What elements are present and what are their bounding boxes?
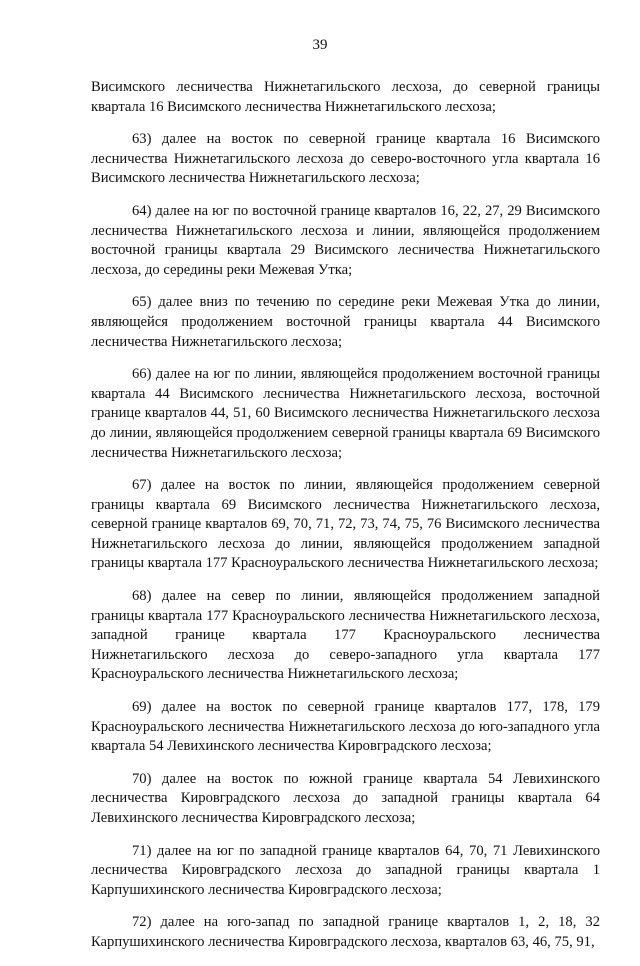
paragraph-item-64: 64) далее на юг по восточной границе кварталов 16, 22, 27, 29 Висимского лесничества Нижнетагильского лесхоза и линии, являющейся продолжением восточной границы квартала 29 Висимского лесничества Нижнетагильского лесхоза, до середины реки Межевая Утка; <box>91 202 600 278</box>
page-number: 39 <box>312 37 328 53</box>
paragraph-item-71: 71) далее на юг по западной границе кварталов 64, 70, 71 Левихинского лесничества Кировградского лесхоза до западной границы квартала 1 Карпушихинского лесничества Кировградского лесхоза; <box>91 842 600 898</box>
paragraph-item-69: 69) далее на восток по северной границе кварталов 177, 178, 179 Красноуральского лесничества Нижнетагильского лесхоза до юго-западного угла квартала 54 Левихинского лесничества Кировградского лесхоза; <box>91 699 600 755</box>
paragraph-item-67: 67) далее на восток по линии, являющейся продолжением северной границы квартала 69 Висимского лесничества Нижнетагильского лесхоза, северной границе кварталов 69, 70, 71, 72, 73, 74, 75, 76 Висимского лесничества Нижнетагильского лесхоза до линии, являющейся продолжением западной границы квартала 177 Красноуральского лесничества Нижнетагильского лесхоза; <box>91 477 600 572</box>
paragraph-item-68: 68) далее на север по линии, являющейся продолжением западной границы квартала 177 Красноуральского лесничества Нижнетагильского лесхоза, западной границе квартала 177 Красноуральского лесничества Нижнетагильского лесхоза до северо-западного угла квартала 177 Красноуральского лесничества Нижнетагильского лесхоза; <box>91 588 600 683</box>
document-body <box>91 78 600 966</box>
paragraph-item-65: 65) далее вниз по течению по середине реки Межевая Утка до линии, являющейся продолжением восточной границы квартала 44 Висимского лесничества Нижнетагильского лесхоза; <box>91 294 600 350</box>
paragraph-item-70: 70) далее на восток по южной границе квартала 54 Левихинского лесничества Кировградского лесхоза до западной границы квартала 64 Левихинского лесничества Кировградского лесхоза; <box>91 770 600 826</box>
paragraph-item-66: 66) далее на юг по линии, являющейся продолжением восточной границы квартала 44 Висимского лесничества Нижнетагильского лесхоза, восточной границе кварталов 44, 51, 60 Висимского лесничества Нижнетагильского лесхоза до линии, являющейся продолжением северной границы квартала 69 Висимского лесничества Нижнетагильского лесхоза; <box>91 366 600 461</box>
paragraph-item-72: 72) далее на юго-запад по западной границе кварталов 1, 2, 18, 32 Карпушихинского лесничества Кировградского лесхоза, кварталов 63, 46, 75, 91, <box>91 914 600 950</box>
paragraph-item-63: 63) далее на восток по северной границе квартала 16 Висимского лесничества Нижнетагильского лесхоза до северо-восточного угла квартала 16 Висимского лесничества Нижнетагильского лесхоза; <box>91 131 600 187</box>
paragraph-continuation: Висимского лесничества Нижнетагильского лесхоза, до северной границы квартала 16 Висимского лесничества Нижнетагильского лесхоза; <box>91 79 600 115</box>
